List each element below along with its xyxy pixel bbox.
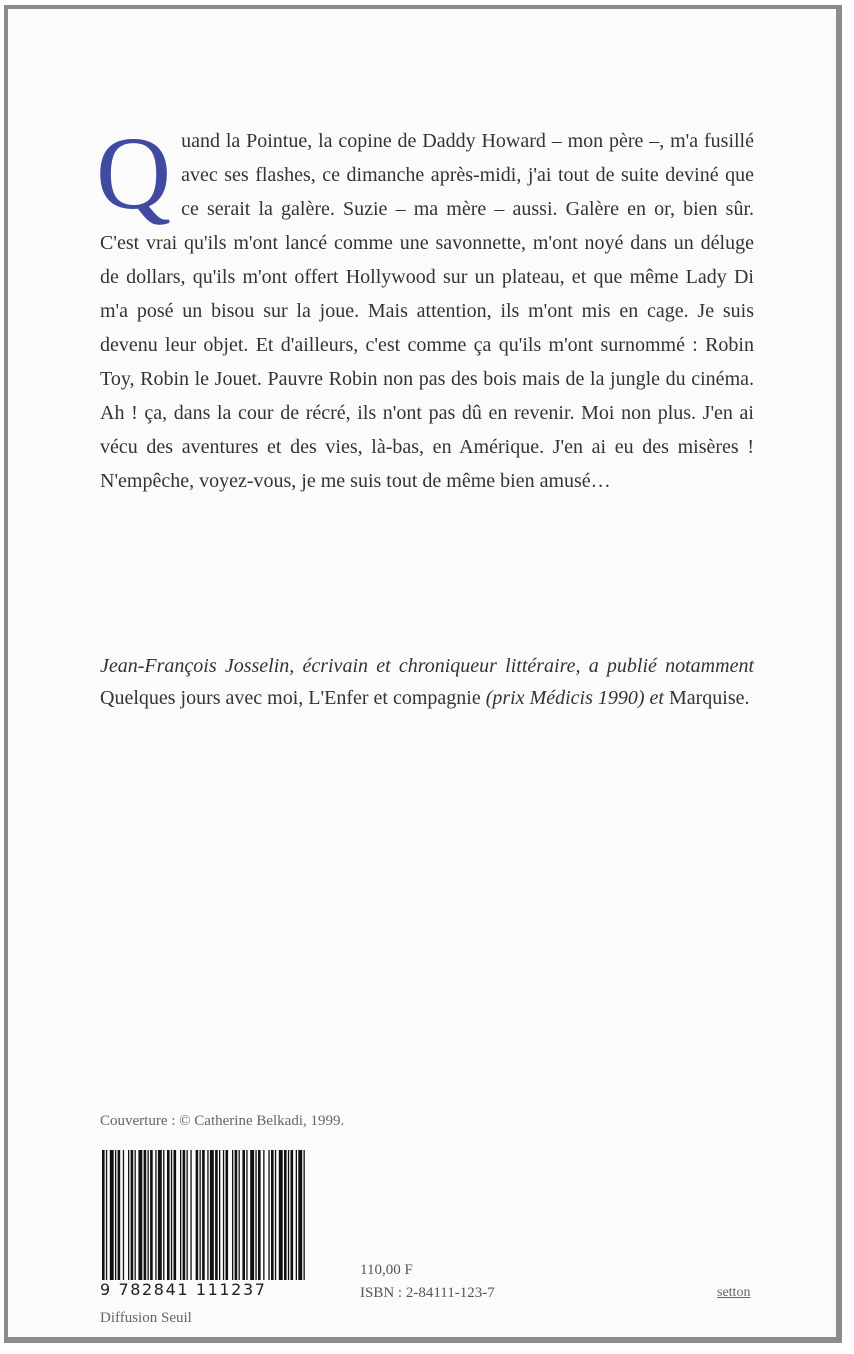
designer-credit: setton bbox=[717, 1285, 751, 1300]
author-bio bbox=[100, 650, 754, 714]
author-bio-prize: (prix Médicis 1990) et bbox=[485, 687, 664, 709]
drop-cap: Q bbox=[96, 116, 172, 231]
author-books-1: Quelques jours avec moi, L'Enfer et compagnie bbox=[100, 687, 486, 709]
author-books-2: Marquise. bbox=[663, 687, 750, 709]
author-bio-intro: Jean-François Josselin, écrivain et chroniqueur littéraire, a publié notamment bbox=[100, 655, 754, 677]
cover-credit: Couverture : © Catherine Belkadi, 1999. bbox=[100, 1113, 345, 1129]
barcode bbox=[100, 1150, 310, 1280]
blurb-paragraph: uand la Pointue, la copine de Daddy Howard – mon père –, m'a fusillé avec ses flashes, ce dimanche après-midi, j'ai tout de suite deviné que ce serait la galère. Suzie – ma mère – aussi. Galère en or, bien sûr. C'est vrai qu'ils m'ont lancé comme une savonnette, m'ont noyé dans un déluge de dollars, qu'ils m'ont offert Hollywood sur un plateau, et que même Lady Di m'a posé un bisou sur la joue. Mais attention, ils m'ont mis en cage. Je suis devenu leur objet. Et d'ailleurs, c'est comme ça qu'ils m'ont surnommé : Robin Toy, Robin le Jouet. Pauvre Robin non pas des bois mais de la jungle du cinéma. Ah ! ça, dans la cour de récré, ils n'ont pas dû en revenir. Moi non plus. J'en ai vécu des aventures et des vies, là-bas, en Amérique. J'en ai eu des misères ! N'empêche, voyez-vous, je me suis tout de même bien amusé… bbox=[100, 130, 754, 492]
blurb-text bbox=[96, 116, 754, 498]
distribution: Diffusion Seuil bbox=[100, 1310, 192, 1326]
barcode-number: 9 782841 111237 bbox=[100, 1280, 267, 1299]
isbn: ISBN : 2-84111-123-7 bbox=[360, 1285, 495, 1301]
price: 110,00 F bbox=[360, 1262, 413, 1278]
